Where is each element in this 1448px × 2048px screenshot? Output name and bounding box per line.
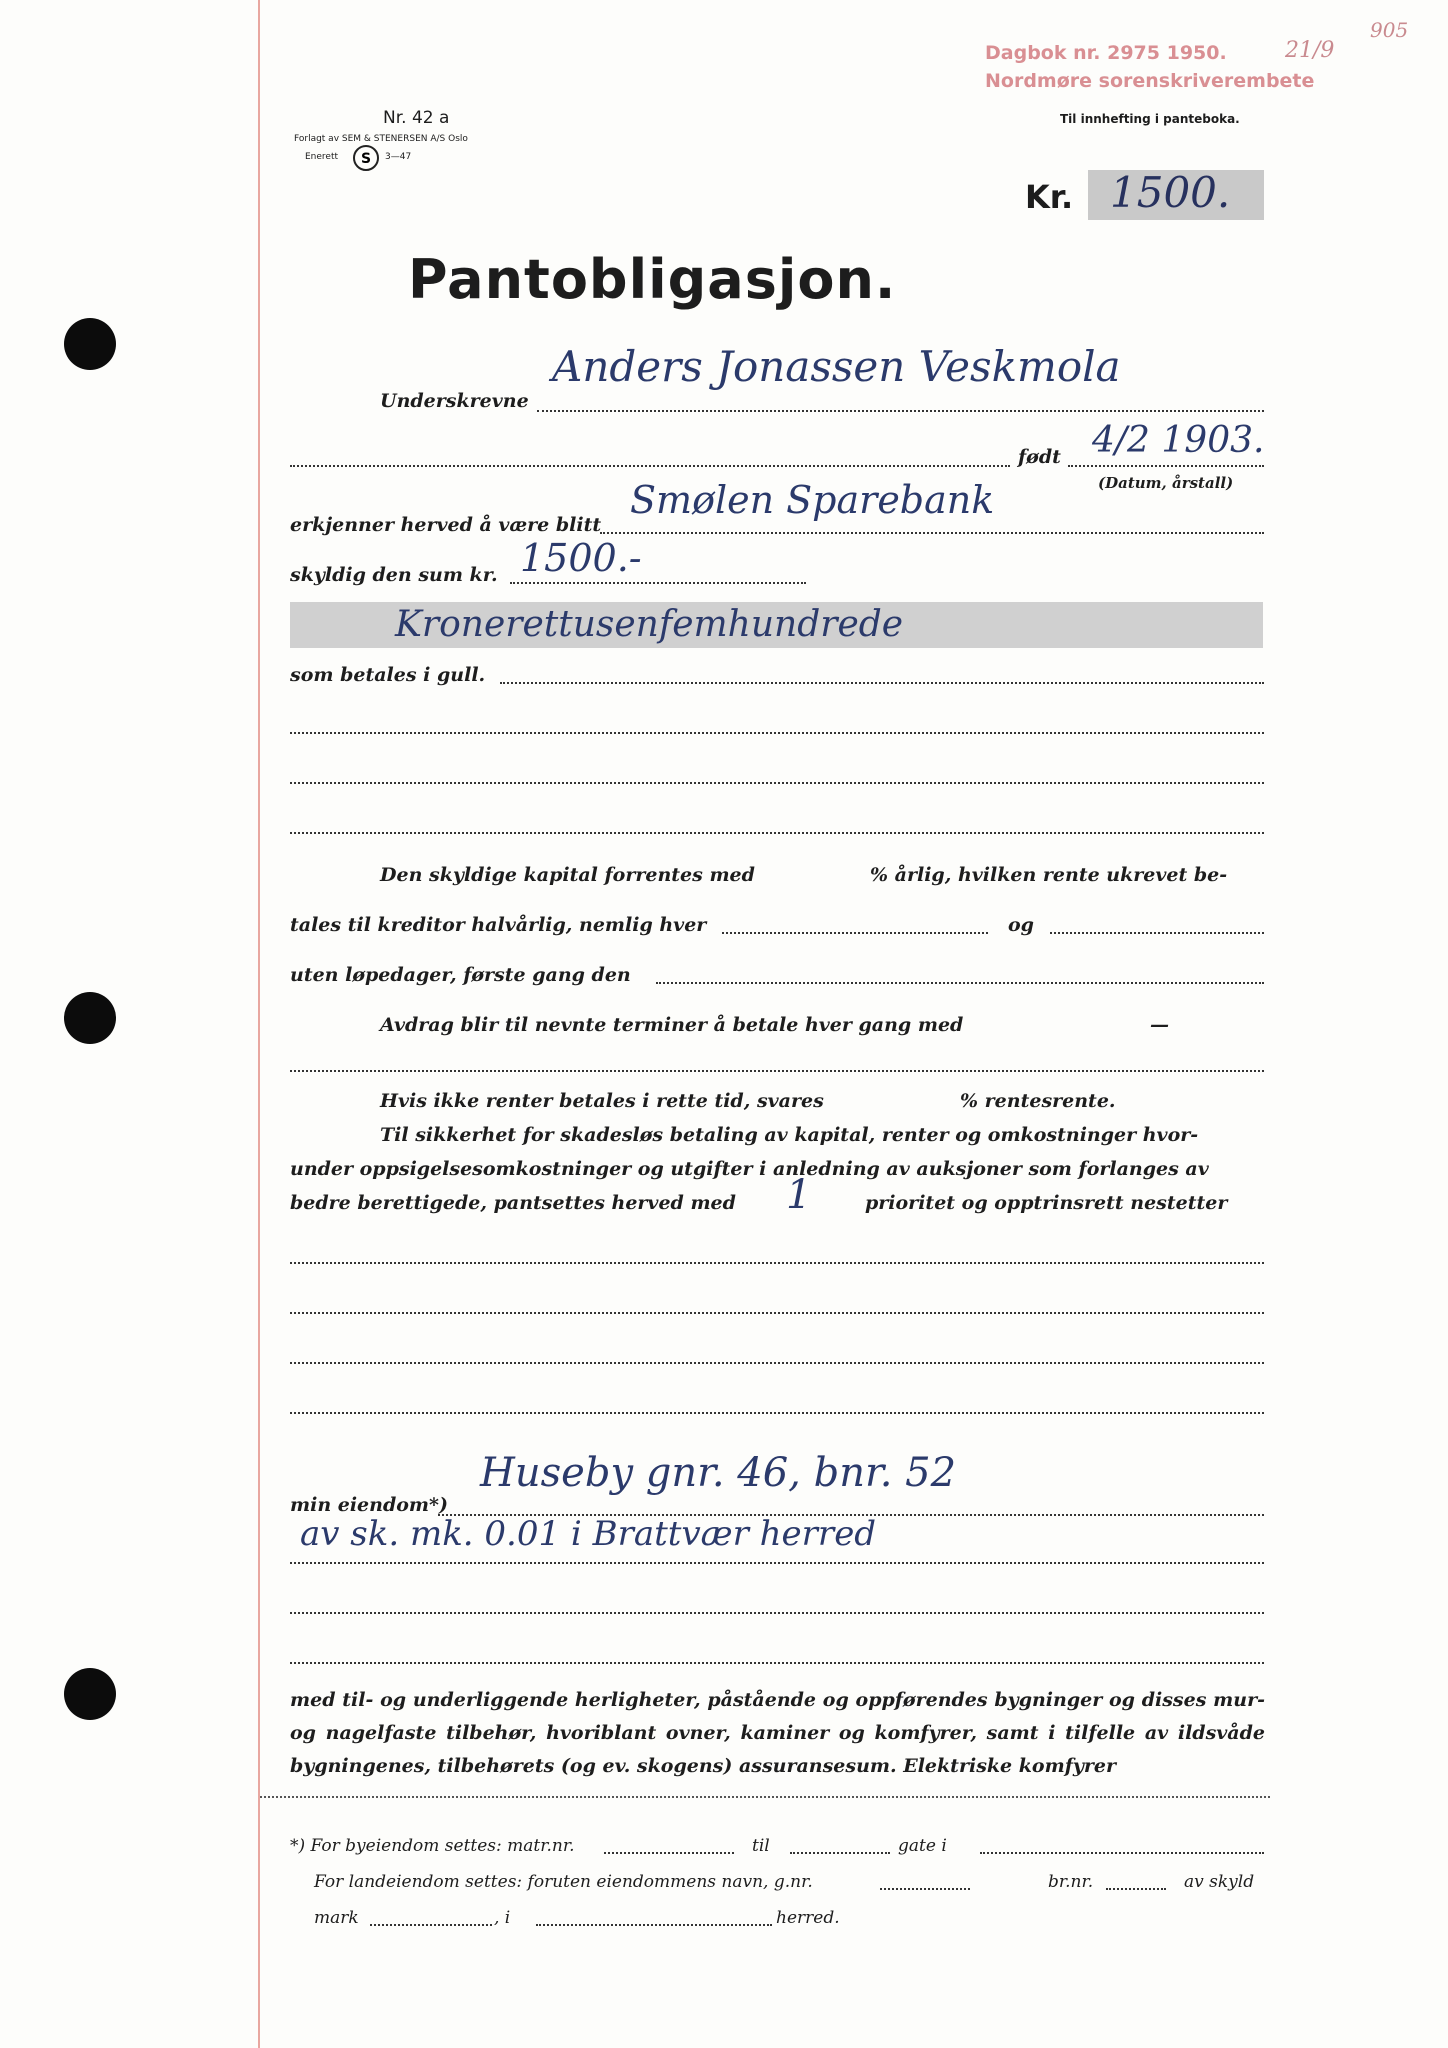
- punch-hole-middle: [64, 992, 116, 1044]
- interest-text-5b: % rentesrente.: [960, 1090, 1116, 1112]
- underskrevne-value: Anders Jonassen Veskmola: [552, 342, 1121, 391]
- blank-line-7: [290, 1362, 1264, 1364]
- footnote-dots-3b: [536, 1924, 772, 1926]
- closing-paragraph: med til- og underliggende herligheter, påstående og oppførendes bygninger og disses mur- og nagelfaste tilbehør, hvoriblant ovner, kaminer og komfyrer, samt i tilfelle av ildsvåde bygningenes, tilbehørets (og ev. skogens) assuransesum. Elektriske komfyrer: [290, 1689, 1265, 1777]
- interest-line-3: [656, 982, 1264, 984]
- stamp-date: 21/9: [1285, 38, 1335, 63]
- svg-text:S: S: [360, 151, 372, 167]
- stamp-year: 905: [1370, 18, 1409, 42]
- interest-text-1b: % årlig, hvilken rente ukrevet be-: [870, 864, 1228, 886]
- form-number: Nr. 42 a: [383, 108, 450, 128]
- security-line-2: under oppsigelsesomkostninger og utgifter i anledning av auksjoner som forlanges av: [290, 1158, 1209, 1180]
- interest-line-2a: [722, 932, 988, 934]
- blank-line-10: [290, 1662, 1264, 1664]
- interest-text-3: uten løpedager, første gang den: [290, 964, 631, 986]
- blank-line-3: [290, 832, 1264, 834]
- skyldig-value: 1500.-: [520, 536, 642, 580]
- interest-text-5a: Hvis ikke renter betales i rette tid, svares: [380, 1090, 824, 1112]
- datum-hint: (Datum, årstall): [1098, 474, 1234, 492]
- security-line-1: Til sikkerhet for skadesløs betaling av kapital, renter og omkostninger hvor-: [380, 1124, 1199, 1146]
- punch-hole-top: [64, 318, 116, 370]
- form-enerett: Enerett: [305, 152, 339, 162]
- footnote-1a: *) For byeiendom settes: matr.nr.: [290, 1836, 575, 1856]
- blank-line-8: [290, 1412, 1264, 1414]
- blank-line-9: [290, 1612, 1264, 1614]
- blank-line-6: [290, 1312, 1264, 1314]
- property-label: min eiendom*): [290, 1494, 448, 1516]
- margin-line: [258, 0, 260, 2048]
- footnote-3b: , i: [494, 1908, 511, 1928]
- amount-value: 1500.: [1110, 168, 1231, 217]
- footnote-2b: br.nr.: [1048, 1872, 1094, 1892]
- property-hand-line-1: Huseby gnr. 46, bnr. 52: [480, 1450, 957, 1496]
- footnote-dots-1b: [790, 1852, 890, 1854]
- gull-line: [500, 682, 1264, 684]
- interest-dash: —: [1150, 1014, 1169, 1036]
- punch-hole-bottom: [64, 1668, 116, 1720]
- underskrevne-line: [537, 410, 1264, 412]
- blank-line-5: [290, 1262, 1264, 1264]
- form-publisher: Forlagt av SEM & STENERSEN A/S Oslo: [294, 134, 468, 144]
- footnote-1b: til: [752, 1836, 770, 1856]
- page-title: Pantobligasjon.: [408, 248, 897, 311]
- footnote-dots-1c: [980, 1852, 1264, 1854]
- creditor-value: Smølen Sparebank: [630, 478, 995, 522]
- property-line-2: [290, 1562, 1264, 1564]
- skyldig-label: skyldig den sum kr.: [290, 564, 498, 586]
- property-hand-line-2: av sk. mk. 0.01 i Brattvær herred: [300, 1514, 877, 1554]
- footnote-dots-3a: [370, 1924, 492, 1926]
- footnote-3a: mark: [314, 1908, 359, 1928]
- creditor-line: [600, 532, 1264, 534]
- footnote-3c: herred.: [776, 1908, 840, 1928]
- erkjenner-label: erkjenner herved å være blitt: [290, 514, 602, 536]
- interest-line-2b: [1050, 932, 1264, 934]
- priority-value: 1: [786, 1172, 812, 1218]
- blank-line-4: [290, 1070, 1264, 1072]
- footnote-1c: gate i: [898, 1836, 947, 1856]
- footnote-2c: av skyld: [1184, 1872, 1255, 1892]
- footnote-separator: [260, 1796, 1270, 1798]
- fodt-line: [1068, 465, 1264, 467]
- publisher-logo-icon: [352, 144, 380, 172]
- amount-label: Kr.: [1025, 178, 1074, 216]
- security-line-3b: prioritet og opptrinsrett nestetter: [865, 1192, 1228, 1214]
- interest-text-2a: tales til kreditor halvårlig, nemlig hver: [290, 914, 707, 936]
- gull-label: som betales i gull.: [290, 664, 486, 686]
- underskrevne-label: Underskrevne: [380, 390, 529, 412]
- note-innhefting: Til innhefting i panteboka.: [1060, 112, 1240, 126]
- footnote-dots-1a: [604, 1852, 734, 1854]
- footnote-dots-2b: [1106, 1888, 1166, 1890]
- form-edition: 3—47: [385, 152, 412, 162]
- fodt-label: født: [1018, 446, 1061, 468]
- interest-text-2b: og: [1008, 914, 1034, 936]
- amount-words: Kronerettusenfemhundrede: [395, 604, 904, 645]
- interest-text-4: Avdrag blir til nevnte terminer å betale hver gang med: [380, 1014, 964, 1036]
- security-line-3a: bedre berettigede, pantsettes herved med: [290, 1192, 736, 1214]
- fodt-line-left: [290, 465, 1010, 467]
- footnote-2a: For landeiendom settes: foruten eiendommens navn, g.nr.: [314, 1872, 813, 1892]
- skyldig-line: [510, 582, 806, 584]
- stamp-office: Nordmøre sorenskriverembete: [985, 70, 1315, 92]
- footnote-dots-2a: [880, 1888, 970, 1890]
- blank-line-1: [290, 732, 1264, 734]
- interest-text-1a: Den skyldige kapital forrentes med: [380, 864, 755, 886]
- fodt-value: 4/2 1903.: [1092, 420, 1265, 461]
- stamp-diary-number: Dagbok nr. 2975 1950.: [985, 42, 1227, 64]
- blank-line-2: [290, 782, 1264, 784]
